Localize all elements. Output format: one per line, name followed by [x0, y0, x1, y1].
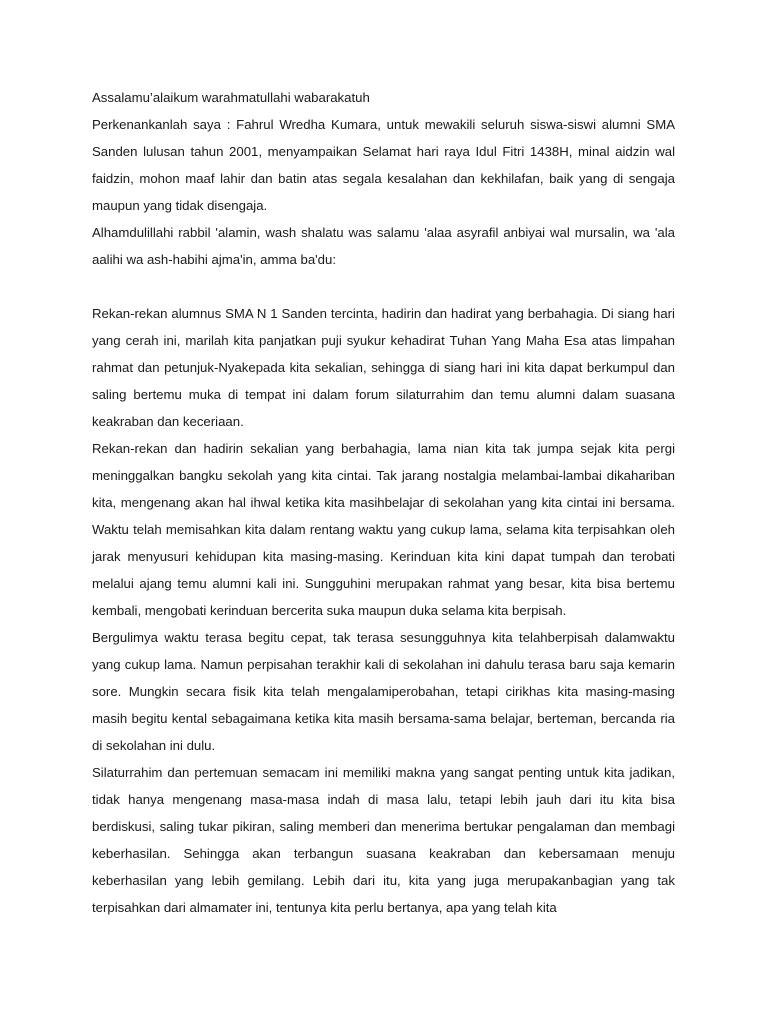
document-page	[92, 84, 675, 921]
body-paragraph: Rekan-rekan alumnus SMA N 1 Sanden tercinta, hadirin dan hadirat yang berbahagia. Di siang hari yang cerah ini, marilah kita panjatkan puji syukur kehadirat Tuhan Yang Maha Esa atas limpahan rahmat dan petunjuk-Nyakepada kita sekalian, sehingga di siang hari ini kita dapat berkumpul dan saling bertemu muka di tempat ini dalam forum silaturrahim dan temu alumni dalam suasana keakraban dan keceriaan.	[92, 306, 675, 429]
paragraph-spacer	[92, 273, 675, 300]
opening-prayer-paragraph: Alhamdulillahi rabbil 'alamin, wash shalatu was salamu 'alaa asyrafil anbiyai wal mursalin, wa 'ala aalihi wa ash-habihi ajma'in, amma ba'du:	[92, 225, 675, 267]
body-paragraph: Bergulimya waktu terasa begitu cepat, tak terasa sesungguhnya kita telahberpisah dalamwaktu yang cukup lama. Namun perpisahan terakhir kali di sekolahan ini dahulu terasa baru saja kemarin sore. Mungkin secara fisik kita telah mengalamiperobahan, tetapi cirikhas kita masing-masing masih begitu kental sebagaimana ketika kita masih bersama-sama belajar, berteman, bercanda ria di sekolahan ini dulu.	[92, 630, 675, 753]
body-paragraph: Silaturrahim dan pertemuan semacam ini memiliki makna yang sangat penting untuk kita jadikan, tidak hanya mengenang masa-masa indah di masa lalu, tetapi lebih jauh dari itu kita bisa berdiskusi, saling tukar pikiran, saling memberi dan menerima bertukar pengalaman dan membagi keberhasilan. Sehingga akan terbangun suasana keakraban dan kebersamaan menuju keberhasilan yang lebih gemilang. Lebih dari itu, kita yang juga merupakanbagian yang tak terpisahkan dari almamater ini, tentunya kita perlu bertanya, apa yang telah kita	[92, 765, 675, 915]
introduction-paragraph: Perkenankanlah saya : Fahrul Wredha Kumara, untuk mewakili seluruh siswa-siswi alumni SMA Sanden lulusan tahun 2001, menyampaikan Selamat hari raya Idul Fitri 1438H, minal aidzin wal faidzin, mohon maaf lahir dan batin atas segala kesalahan dan kekhilafan, baik yang di sengaja maupun yang tidak disengaja.	[92, 117, 675, 213]
greeting-line: Assalamu’alaikum warahmatullahi wabarakatuh	[92, 90, 370, 105]
body-paragraph: Rekan-rekan dan hadirin sekalian yang berbahagia, lama nian kita tak jumpa sejak kita pergi meninggalkan bangku sekolah yang kita cintai. Tak jarang nostalgia melambai-lambai dikahariban kita, mengenang akan hal ihwal ketika kita masihbelajar di sekolahan yang kita cintai ini bersama. Waktu telah memisahkan kita dalam rentang waktu yang cukup lama, selama kita terpisahkan oleh jarak menyusuri kehidupan kita masing-masing. Kerinduan kita kini dapat tumpah dan terobati melalui ajang temu alumni kali ini. Sungguhini merupakan rahmat yang besar, kita bisa bertemu kembali, mengobati kerinduan bercerita suka maupun duka selama kita berpisah.	[92, 441, 675, 618]
